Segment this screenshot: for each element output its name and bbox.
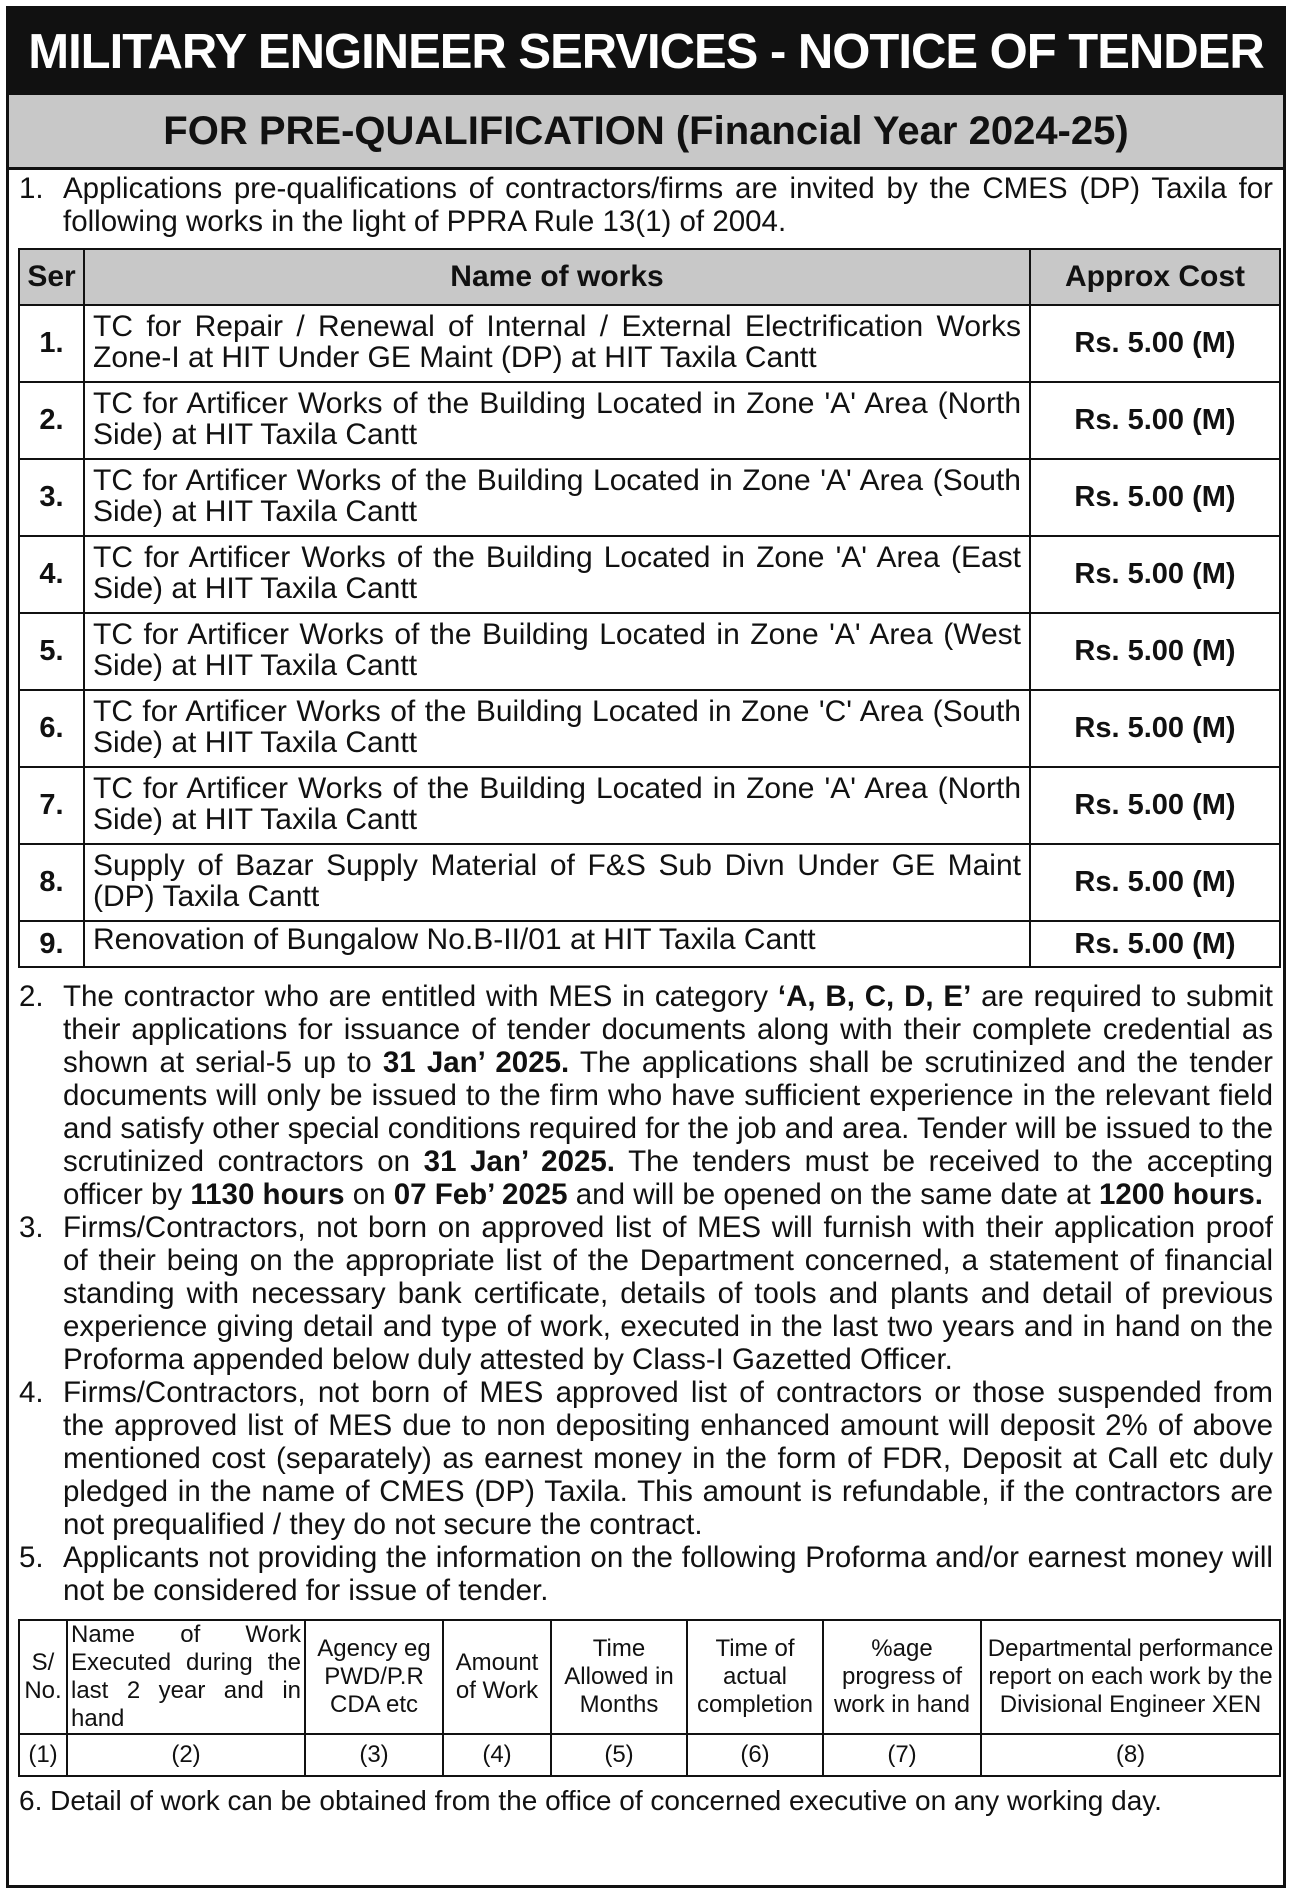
row-cost: Rs. 5.00 (M) bbox=[1030, 536, 1280, 613]
row-ser: 4. bbox=[19, 536, 84, 613]
row-name: TC for Artificer Works of the Building Located in Zone 'A' Area (North Side) at HIT Taxila Cantt bbox=[84, 767, 1030, 844]
proforma-col-number: (6) bbox=[687, 1734, 823, 1776]
table-row bbox=[19, 382, 1280, 459]
paragraph-number: 6. bbox=[19, 1785, 43, 1816]
proforma-header-performance: Departmental performance report on each work by the Divisional Engineer XEN bbox=[981, 1620, 1280, 1734]
row-ser: 3. bbox=[19, 459, 84, 536]
row-name: TC for Repair / Renewal of Internal / External Electrification Works Zone-I at HIT Under GE Maint (DP) at HIT Taxila Cantt bbox=[84, 305, 1030, 382]
notice-subtitle: FOR PRE-QUALIFICATION (Financial Year 2024-25) bbox=[9, 95, 1283, 170]
paragraph-text: are required to submit their applications for issuance of tender documents along with their complete credential as shown at serial-5 up to bbox=[63, 980, 1273, 1079]
row-cost: Rs. 5.00 (M) bbox=[1030, 767, 1280, 844]
row-name: TC for Artificer Works of the Building Located in Zone 'A' Area (North Side) at HIT Taxila Cantt bbox=[84, 382, 1030, 459]
paragraph-6 bbox=[9, 1777, 1283, 1817]
proforma-header-name-of-work: Name of Work Executed during the last 2 year and in hand bbox=[67, 1620, 305, 1734]
paragraph-3 bbox=[9, 1211, 1283, 1376]
proforma-col-number: (3) bbox=[305, 1734, 443, 1776]
paragraph-number: 1. bbox=[19, 172, 44, 205]
application-deadline: 31 Jan’ 2025. bbox=[382, 1046, 570, 1079]
table-row bbox=[19, 459, 1280, 536]
header-name-of-works: Name of works bbox=[84, 249, 1030, 305]
paragraph-text: The applications shall be scrutinized and the tender documents will only be issued to the firm who have sufficient experience in the relevant field and satisfy other special conditions required for the job and area. Tender will be issued to the scrutinized contractors on bbox=[63, 1046, 1273, 1178]
row-name: TC for Artificer Works of the Building Located in Zone 'C' Area (South Side) at HIT Taxila Cantt bbox=[84, 690, 1030, 767]
proforma-col-number: (5) bbox=[551, 1734, 687, 1776]
paragraph-text: The contractor who are entitled with MES in category bbox=[63, 980, 778, 1013]
row-ser: 1. bbox=[19, 305, 84, 382]
paragraph-2 bbox=[9, 980, 1283, 1211]
receipt-time: 1130 hours bbox=[190, 1178, 345, 1211]
proforma-table bbox=[18, 1619, 1281, 1777]
paragraph-text: Applications pre-qualifications of contractors/firms are invited by the CMES (DP) Taxila for following works in the light of PPRA Rule 13(1) of 2004. bbox=[63, 172, 1273, 238]
paragraph-text: Detail of work can be obtained from the office of concerned executive on any working day. bbox=[50, 1785, 1162, 1816]
paragraph-1 bbox=[9, 172, 1283, 238]
row-name: Supply of Bazar Supply Material of F&S Sub Divn Under GE Maint (DP) Taxila Cantt bbox=[84, 844, 1030, 921]
row-cost: Rs. 5.00 (M) bbox=[1030, 921, 1280, 967]
proforma-header-agency: Agency eg PWD/P.R CDA etc bbox=[305, 1620, 443, 1734]
proforma-col-number: (2) bbox=[67, 1734, 305, 1776]
proforma-col-number: (8) bbox=[981, 1734, 1280, 1776]
header-ser: Ser bbox=[19, 249, 84, 305]
paragraph-text: Firms/Contractors, not born on approved list of MES will furnish with their application proof of their being on the appropriate list of the Department concerned, a statement of financial standing with necessary bank certificate, details of tools and plants and detail of previous experience giving detail and type of work, executed in the last two years and in hand on the Proforma appended below duly attested by Class-I Gazetted Officer. bbox=[63, 1211, 1273, 1376]
proforma-header-sno: S/ No. bbox=[19, 1620, 67, 1734]
table-row bbox=[19, 844, 1280, 921]
proforma-col-number: (7) bbox=[823, 1734, 981, 1776]
row-name: TC for Artificer Works of the Building Located in Zone 'A' Area (East Side) at HIT Taxila Cantt bbox=[84, 536, 1030, 613]
paragraph-text: and will be opened on the same date at bbox=[567, 1178, 1099, 1211]
row-ser: 7. bbox=[19, 767, 84, 844]
proforma-header-progress: %age progress of work in hand bbox=[823, 1620, 981, 1734]
row-name: TC for Artificer Works of the Building Located in Zone 'A' Area (West Side) at HIT Taxila Cantt bbox=[84, 613, 1030, 690]
table-row bbox=[19, 690, 1280, 767]
table-row bbox=[19, 921, 1280, 967]
row-cost: Rs. 5.00 (M) bbox=[1030, 305, 1280, 382]
paragraph-text: The tenders must be received to the accepting officer by bbox=[63, 1145, 1273, 1211]
notice-title: MILITARY ENGINEER SERVICES - NOTICE OF TENDER bbox=[9, 9, 1283, 95]
proforma-header-time-allowed: Time Allowed in Months bbox=[551, 1620, 687, 1734]
row-name: TC for Artificer Works of the Building Located in Zone 'A' Area (South Side) at HIT Taxila Cantt bbox=[84, 459, 1030, 536]
issue-date: 31 Jan’ 2025. bbox=[423, 1145, 615, 1178]
row-cost: Rs. 5.00 (M) bbox=[1030, 382, 1280, 459]
header-approx-cost: Approx Cost bbox=[1030, 249, 1280, 305]
paragraph-number: 2. bbox=[19, 980, 44, 1013]
receipt-date: 07 Feb’ 2025 bbox=[393, 1178, 568, 1211]
row-cost: Rs. 5.00 (M) bbox=[1030, 690, 1280, 767]
row-cost: Rs. 5.00 (M) bbox=[1030, 613, 1280, 690]
works-table bbox=[18, 248, 1281, 968]
row-ser: 8. bbox=[19, 844, 84, 921]
row-name: Renovation of Bungalow No.B-II/01 at HIT Taxila Cantt bbox=[84, 921, 1030, 967]
paragraph-5 bbox=[9, 1541, 1283, 1607]
paragraph-text: on bbox=[344, 1178, 394, 1211]
proforma-header-time-completion: Time of actual completion bbox=[687, 1620, 823, 1734]
row-cost: Rs. 5.00 (M) bbox=[1030, 844, 1280, 921]
row-ser: 2. bbox=[19, 382, 84, 459]
row-ser: 9. bbox=[19, 921, 84, 967]
paragraph-number: 5. bbox=[19, 1541, 44, 1574]
paragraph-text: Firms/Contractors, not born of MES approved list of contractors or those suspended from the approved list of MES due to non depositing enhanced amount will deposit 2% of above mentioned cost (separately) as earnest money in the form of FDR, Deposit at Call etc duly pledged in the name of CMES (DP) Taxila. This amount is refundable, if the contractors are not prequalified / they do not secure the contract. bbox=[63, 1376, 1273, 1541]
tender-notice bbox=[6, 6, 1286, 1888]
paragraph-number: 3. bbox=[19, 1211, 44, 1244]
opening-time: 1200 hours. bbox=[1098, 1178, 1263, 1211]
table-row bbox=[19, 536, 1280, 613]
category-list: ‘A, B, C, D, E’ bbox=[777, 980, 972, 1013]
row-ser: 6. bbox=[19, 690, 84, 767]
paragraph-text: Applicants not providing the information on the following Proforma and/or earnest money will not be considered for issue of tender. bbox=[63, 1541, 1273, 1607]
proforma-col-number: (4) bbox=[443, 1734, 551, 1776]
proforma-col-number: (1) bbox=[19, 1734, 67, 1776]
table-row bbox=[19, 767, 1280, 844]
paragraph-number: 4. bbox=[19, 1376, 44, 1409]
paragraph-4 bbox=[9, 1376, 1283, 1541]
proforma-header-amount: Amount of Work bbox=[443, 1620, 551, 1734]
table-row bbox=[19, 613, 1280, 690]
row-cost: Rs. 5.00 (M) bbox=[1030, 459, 1280, 536]
table-row bbox=[19, 305, 1280, 382]
row-ser: 5. bbox=[19, 613, 84, 690]
